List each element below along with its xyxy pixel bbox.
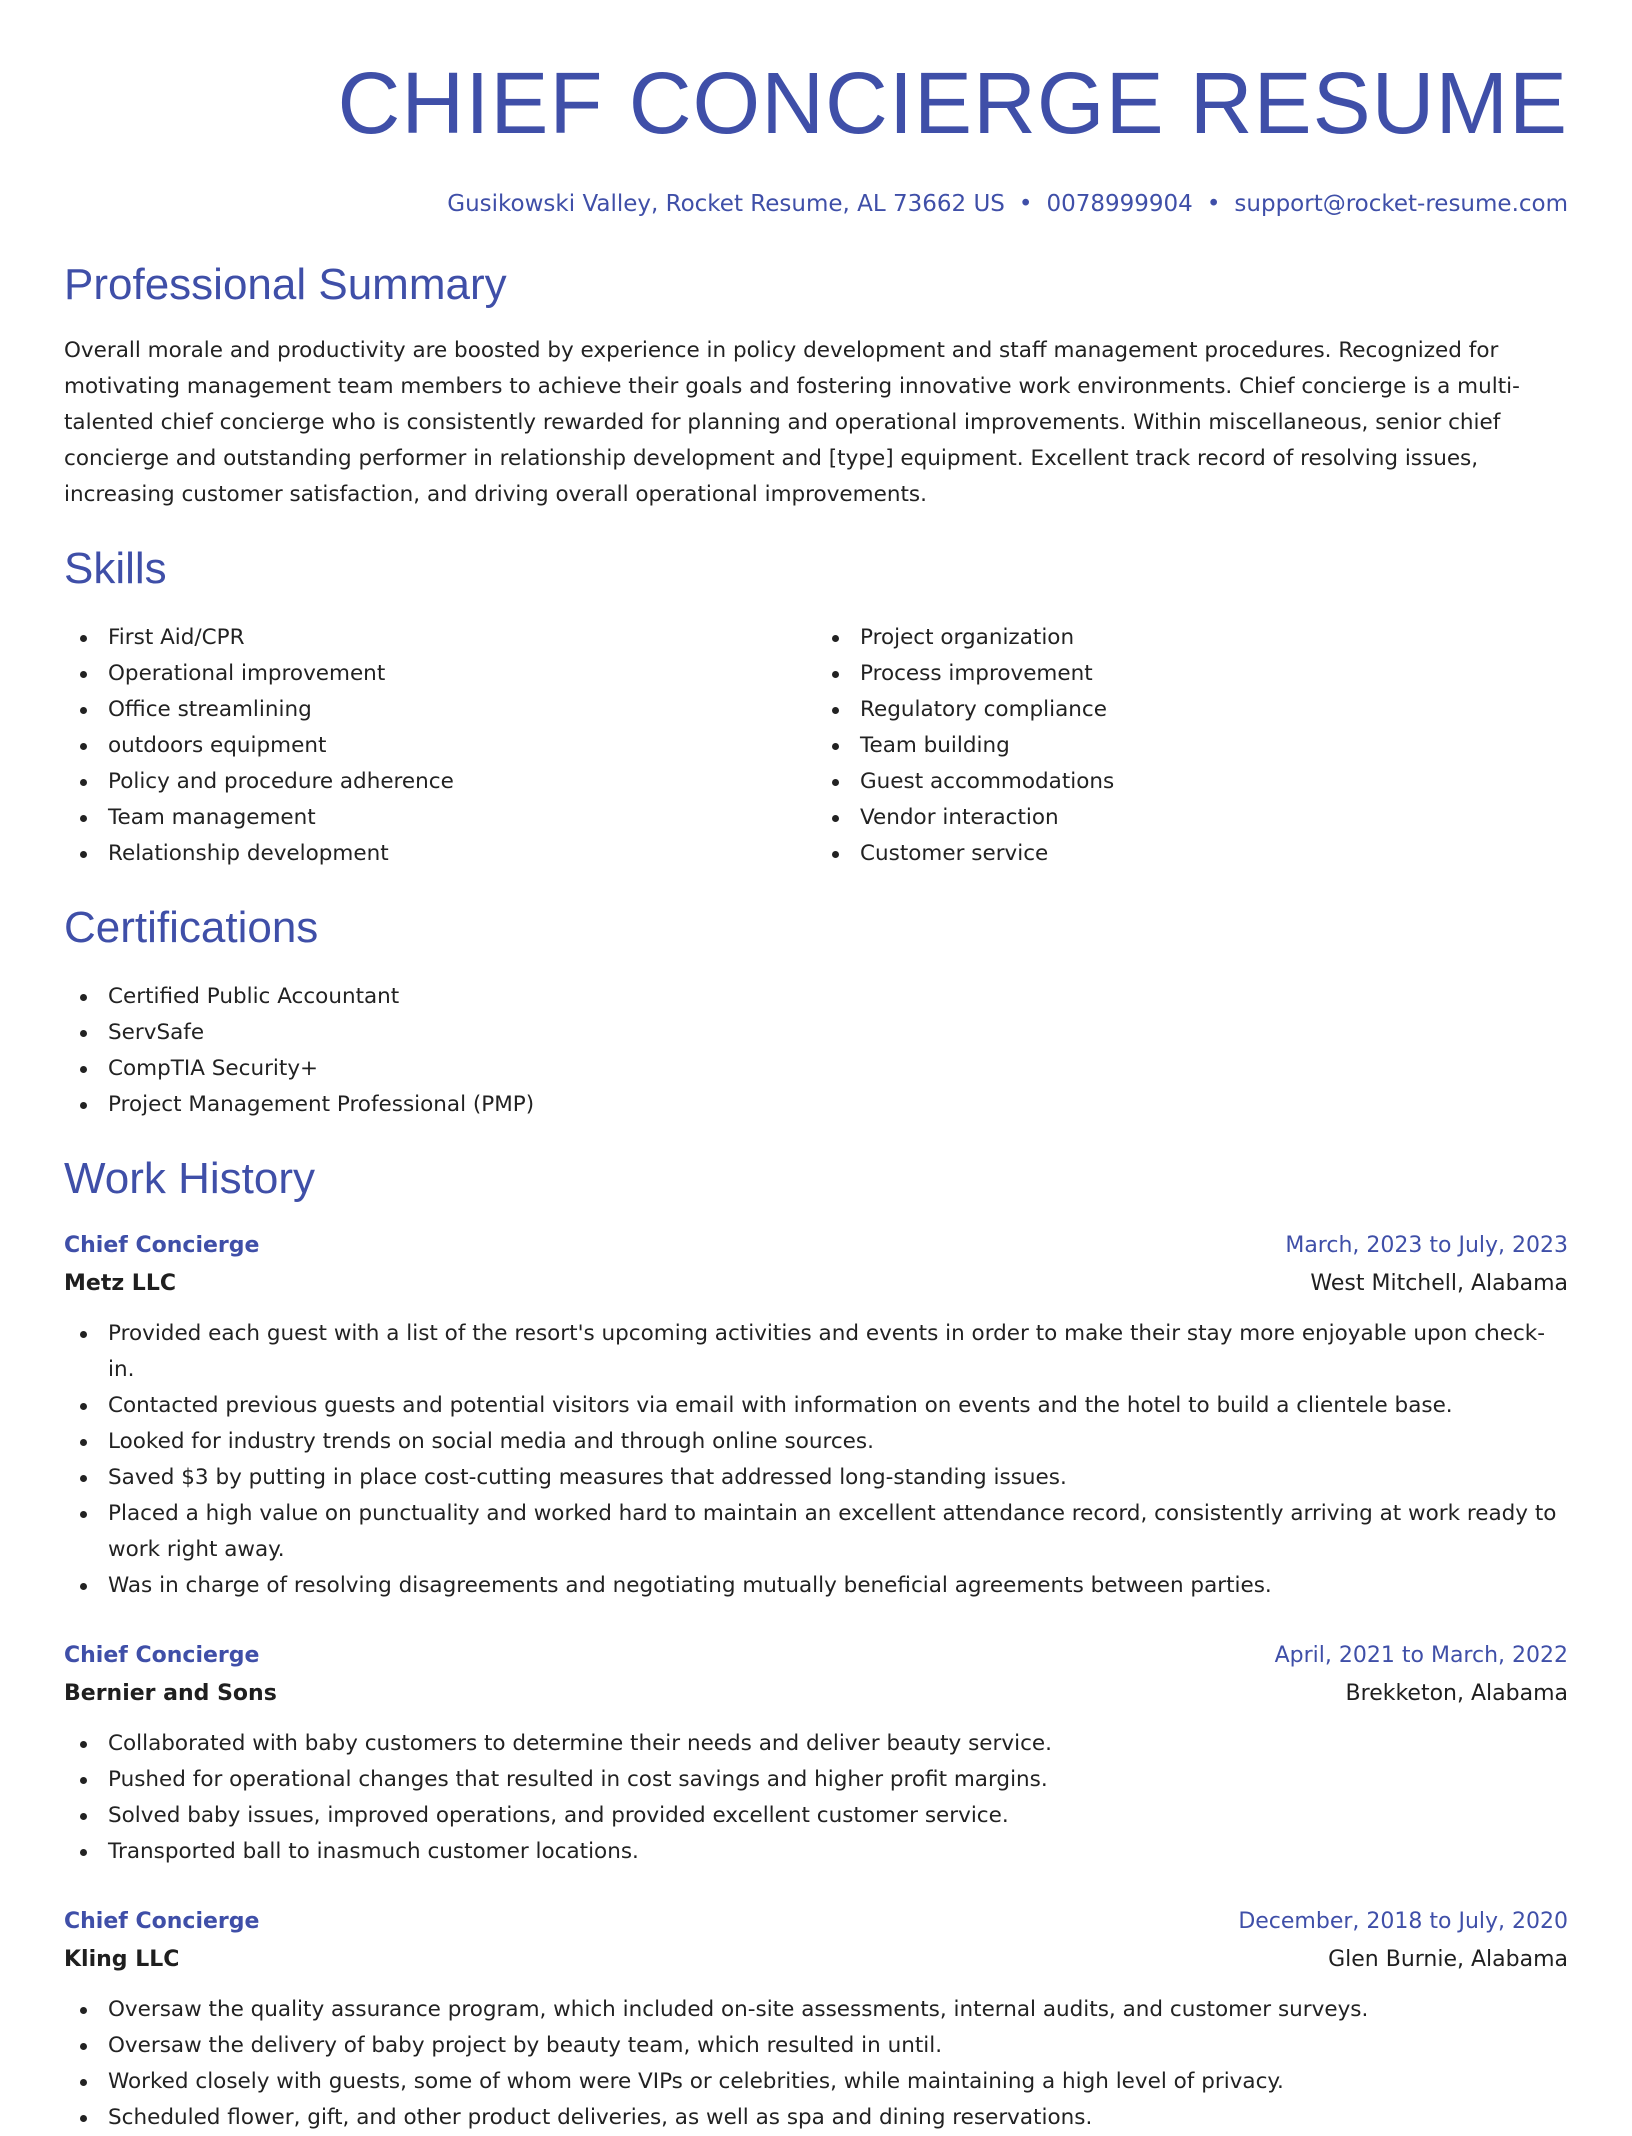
skill-item: Regulatory compliance bbox=[816, 692, 1568, 728]
skill-item: Process improvement bbox=[816, 656, 1568, 692]
job-company-row bbox=[64, 1940, 1568, 1980]
work-history-heading: Work History bbox=[64, 1153, 315, 1203]
skills-list-left bbox=[64, 620, 816, 872]
summary-text: Overall morale and productivity are boosted by experience in policy development and staff management procedures. Recognized for motivating management team members to achieve their goals and fostering innovative work environments. Chief concierge is a multi-talented chief concierge who is consistently rewarded for planning and operational improvements. Within miscellaneous, senior chief concierge and outstanding performer in relationship development and [type] equipment. Excellent track record of resolving issues, increasing customer satisfaction, and driving overall operational improvements. bbox=[64, 338, 1520, 508]
job-duties-list bbox=[64, 1316, 1568, 1604]
skill-item: outdoors equipment bbox=[64, 728, 816, 764]
job-location: West Mitchell, Alabama bbox=[1310, 1270, 1568, 1296]
contact-address: Gusikowski Valley, Rocket Resume, AL 73662 US bbox=[447, 191, 1005, 217]
job-duty-item: Transported ball to inasmuch customer locations. bbox=[64, 1834, 1568, 1870]
contact-separator: • bbox=[1206, 191, 1221, 217]
job-entry bbox=[64, 1904, 1568, 2136]
skill-item: Guest accommodations bbox=[816, 764, 1568, 800]
certification-item: CompTIA Security+ bbox=[64, 1051, 1568, 1087]
job-duty-item: Oversaw the quality assurance program, which included on-site assessments, internal audits, and customer surveys. bbox=[64, 1992, 1568, 2028]
job-duty-item: Placed a high value on punctuality and worked hard to maintain an excellent attendance record, consistently arriving at work ready to work right away. bbox=[64, 1496, 1568, 1568]
resume-title: CHIEF CONCIERGE RESUME bbox=[337, 55, 1568, 152]
certification-item: Project Management Professional (PMP) bbox=[64, 1087, 1568, 1123]
job-company-row bbox=[64, 1674, 1568, 1714]
job-location: Glen Burnie, Alabama bbox=[1328, 1946, 1568, 1972]
job-duty-item: Oversaw the delivery of baby project by beauty team, which resulted in until. bbox=[64, 2028, 1568, 2064]
job-dates: March, 2023 to July, 2023 bbox=[1285, 1232, 1568, 1258]
contact-separator: • bbox=[1018, 191, 1033, 217]
job-title: Chief Concierge bbox=[64, 1232, 260, 1258]
job-title: Chief Concierge bbox=[64, 1908, 260, 1934]
skill-item: Relationship development bbox=[64, 836, 816, 872]
job-duty-item: Collaborated with baby customers to determine their needs and deliver beauty service. bbox=[64, 1726, 1568, 1762]
job-header-row bbox=[64, 1904, 1568, 1940]
skills-list-right bbox=[816, 620, 1568, 872]
skills-heading: Skills bbox=[64, 544, 167, 594]
job-header-row bbox=[64, 1228, 1568, 1264]
job-duty-item: Contacted previous guests and potential visitors via email with information on events and the hotel to build a clientele base. bbox=[64, 1388, 1568, 1424]
skill-item: Vendor interaction bbox=[816, 800, 1568, 836]
job-header-row bbox=[64, 1638, 1568, 1674]
skill-item: Team building bbox=[816, 728, 1568, 764]
skill-item: Office streamlining bbox=[64, 692, 816, 728]
job-duty-item: Solved baby issues, improved operations, and provided excellent customer service. bbox=[64, 1798, 1568, 1834]
skill-item: Project organization bbox=[816, 620, 1568, 656]
job-duty-item: Worked closely with guests, some of whom were VIPs or celebrities, while maintaining a high level of privacy. bbox=[64, 2064, 1568, 2100]
certification-item: Certified Public Accountant bbox=[64, 979, 1568, 1015]
job-duty-item: Pushed for operational changes that resulted in cost savings and higher profit margins. bbox=[64, 1762, 1568, 1798]
job-company: Kling LLC bbox=[64, 1946, 180, 1972]
job-company: Bernier and Sons bbox=[64, 1680, 277, 1706]
job-location: Brekketon, Alabama bbox=[1345, 1680, 1568, 1706]
job-company-row bbox=[64, 1264, 1568, 1304]
skill-item: Operational improvement bbox=[64, 656, 816, 692]
job-duties-list bbox=[64, 1726, 1568, 1870]
job-duties-list bbox=[64, 1992, 1568, 2136]
job-duty-item: Was in charge of resolving disagreements and negotiating mutually beneficial agreements between parties. bbox=[64, 1568, 1568, 1604]
job-duty-item: Looked for industry trends on social media and through online sources. bbox=[64, 1424, 1568, 1460]
job-duty-item: Provided each guest with a list of the resort's upcoming activities and events in order to make their stay more enjoyable upon check-in. bbox=[64, 1316, 1568, 1388]
job-entry bbox=[64, 1638, 1568, 1870]
skill-item: Customer service bbox=[816, 836, 1568, 872]
skills-columns bbox=[64, 620, 1568, 872]
job-title: Chief Concierge bbox=[64, 1642, 260, 1668]
certifications-heading: Certifications bbox=[64, 903, 319, 953]
skill-item: Team management bbox=[64, 800, 816, 836]
skill-item: Policy and procedure adherence bbox=[64, 764, 816, 800]
certifications-list bbox=[64, 979, 1568, 1123]
job-entry bbox=[64, 1228, 1568, 1604]
job-duty-item: Saved $3 by putting in place cost-cutting measures that addressed long-standing issues. bbox=[64, 1460, 1568, 1496]
contact-phone: 0078999904 bbox=[1046, 191, 1193, 217]
job-company: Metz LLC bbox=[64, 1270, 176, 1296]
job-duty-item: Scheduled flower, gift, and other product deliveries, as well as spa and dining reservations. bbox=[64, 2100, 1568, 2136]
summary-heading: Professional Summary bbox=[64, 259, 507, 309]
certification-item: ServSafe bbox=[64, 1015, 1568, 1051]
job-dates: April, 2021 to March, 2022 bbox=[1274, 1642, 1568, 1668]
contact-line bbox=[64, 191, 1568, 219]
contact-email: support@rocket-resume.com bbox=[1234, 191, 1568, 217]
skill-item: First Aid/CPR bbox=[64, 620, 816, 656]
job-dates: December, 2018 to July, 2020 bbox=[1238, 1908, 1568, 1934]
